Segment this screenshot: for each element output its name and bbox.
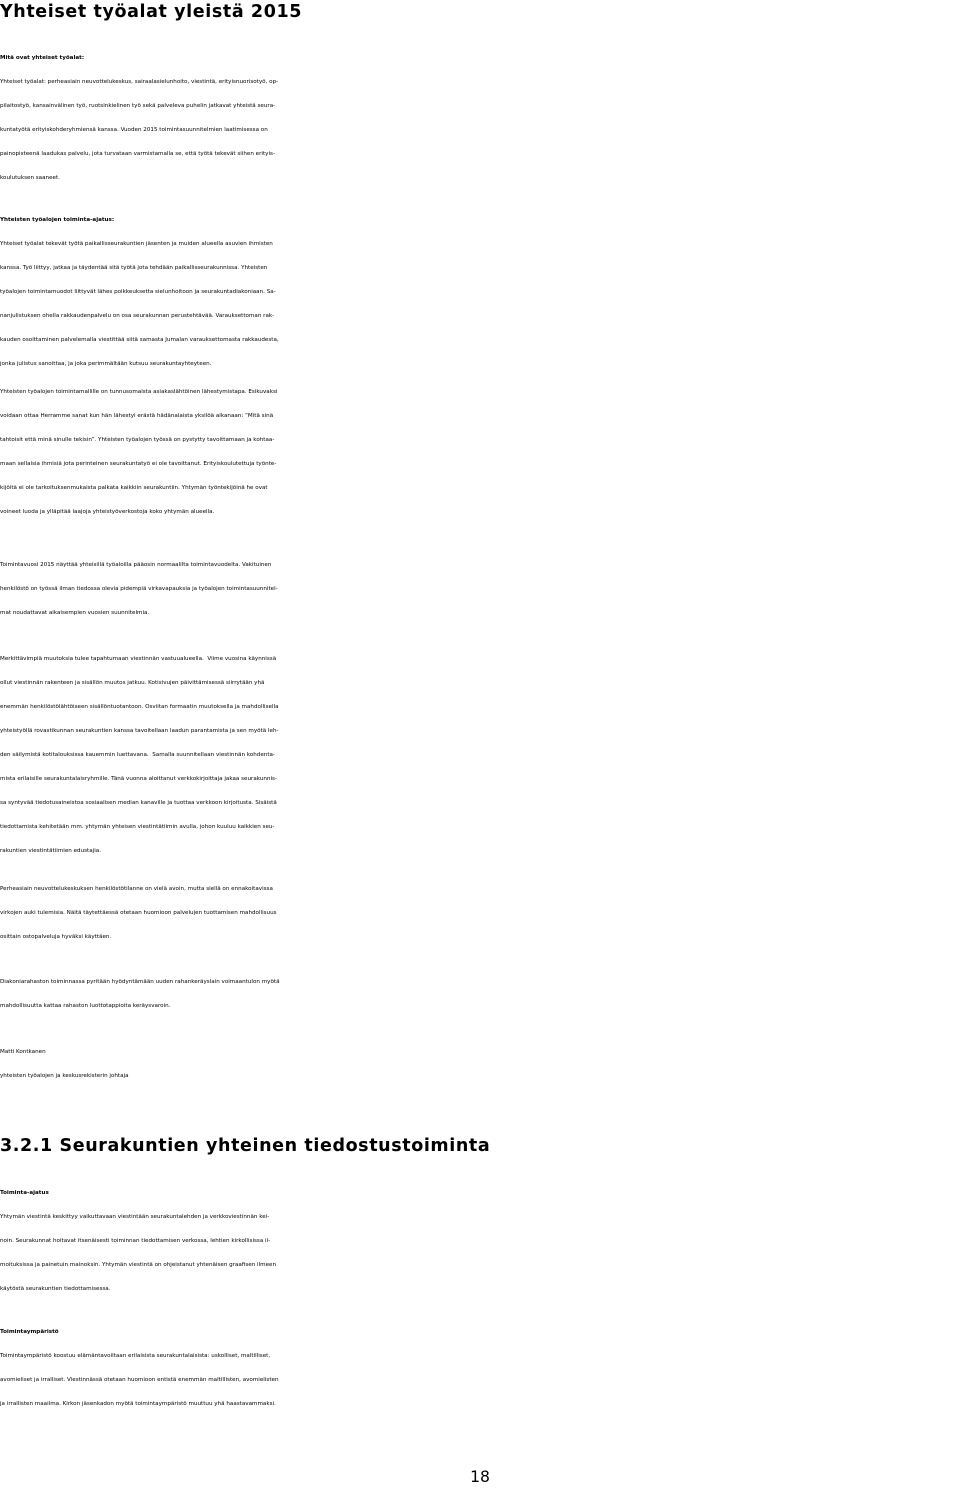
paragraph-line: tiedottamista kehitetään mm. yhtymän yhteisen viestintätiimin avulla, johon kuuluu kaikkien seu- <box>0 824 275 830</box>
paragraph-family-counseling <box>0 877 960 949</box>
paragraph-line: rakuntien viestintätiimien edustajia. <box>0 848 101 854</box>
section-heading: 3.2.1 Seurakuntien yhteinen tiedostustoiminta <box>0 1136 491 1156</box>
paragraph-line: kuntatyötä erityiskohderyhmiensä kanssa. Vuoden 2015 toimintasuunnitelmien laatimisessa on <box>0 127 268 133</box>
paragraph-line: Toimintavuosi 2015 näyttää yhteisillä työaloilla pääosin normaalilta toimintavuodelta. Vakituinen <box>0 562 272 568</box>
mission-section <box>0 208 960 376</box>
paragraph-line: noin. Seurakunnat hoitavat itsenäisesti toiminnan tiedottamisen verkossa, lehtien kirkollisissa il- <box>0 1238 271 1244</box>
paragraph-line: Yhteiset työalat tekevät työtä paikallisseurakuntien jäsenten ja muiden alueella asuvien ihmisten <box>0 241 273 247</box>
paragraph-line: Merkittävimpiä muutoksia tulee tapahtumaan viestinnän vastuualueella. Viime vuosina käynnissä <box>0 656 277 662</box>
intro-heading: Mitä ovat yhteiset työalat: <box>0 55 85 61</box>
paragraph-line: Diakoniarahaston toiminnassa pyritään hyödyntämään uuden rahankeräyslain voimaantulon myötä <box>0 979 280 985</box>
paragraph-line: koulutuksen saaneet. <box>0 175 60 181</box>
paragraph-line: henkilöstö on työssä ilman tiedossa olevia pidempiä virkavapauksia ja työalojen toimintasuunnitel- <box>0 586 278 592</box>
paragraph-line: enemmän henkilöstölähtöiseen sisällöntuotantoon. Osviitan formaatin muutoksella ja mahdollisella <box>0 704 279 710</box>
paragraph-line: käytöstä seurakuntien tiedottamisessa. <box>0 1286 111 1292</box>
paragraph-line: mahdollisuutta kattaa rahaston luottotappioita keräysvaroin. <box>0 1003 171 1009</box>
paragraph-line: virkojen auki tulemisia. Näitä täytettäessä otetaan huomioon palvelujen tuottamisen mahdollisuus <box>0 910 277 916</box>
subsection-heading: Toimintaympäristö <box>0 1329 59 1335</box>
paragraph-diaconia-fund <box>0 970 960 1018</box>
paragraph-line: voidaan ottaa Herramme sanat kun hän lähestyi erästä hädänalaista yksilöä aikanaan: ”Mitä sinä <box>0 413 274 419</box>
paragraph-line: kauden osoittaminen palvelemalla viestittää siitä samasta Jumalan varauksettomasta rakkaudesta, <box>0 337 279 343</box>
paragraph-line: maan sellaisia ihmisiä jota perinteinen seurakuntatyö ei ole tavoittanut. Erityiskoulutettuja työnte- <box>0 461 277 467</box>
signature-name: Matti Kontkanen <box>0 1049 46 1055</box>
subsection-heading: Toiminta-ajatus <box>0 1190 49 1196</box>
paragraph-line: painopisteenä laadukas palvelu, jota turvataan varmistamalla se, että työtä tekevät siihen erityis- <box>0 151 275 157</box>
mission-heading: Yhteisten työalojen toiminta-ajatus: <box>0 217 115 223</box>
paragraph-line: työalojen toimintamuodot liittyvät lähes poikkeuksetta sielunhoitoon ja seurakuntadiakoniaan. Sa- <box>0 289 276 295</box>
subsection-mission <box>0 1181 960 1301</box>
paragraph-line: voineet luoda ja ylläpitää laajoja yhteistyöverkostoja koko yhtymän alueella. <box>0 509 215 515</box>
paragraph-line: Yhtymän viestintä keskittyy vaikuttavaan viestintään seurakuntalehden ja verkkoviestinnän kei- <box>0 1214 270 1220</box>
paragraph-line: Yhteiset työalat: perheasiain neuvottelukeskus, sairaalasielunhoito, viestintä, erityisnuorisotyö, op- <box>0 79 279 85</box>
paragraph-line: nanjulistuksen ohella rakkaudenpalvelu on osa seurakunnan perustehtävää. Varauksettoman rak- <box>0 313 275 319</box>
page-number: 18 <box>470 1468 490 1486</box>
signature <box>0 1040 960 1088</box>
paragraph-line: ollut viestinnän rakenteen ja sisällön muutos jatkuu. Kotisivujen päivittämisessä siirrytään yhä <box>0 680 265 686</box>
paragraph-line: yhteistyöllä rovastikunnan seurakuntien kanssa tavoitellaan laadun parantamista ja sen myötä leh- <box>0 728 279 734</box>
paragraph-line: sa syntyvää tiedotusaineistoa sosiaalisen median kanaville ja tuottaa verkkoon kirjoitusta. Sisäistä <box>0 800 277 806</box>
paragraph-line: moituksissa ja painetuin mainoksin. Yhtymän viestintä on ohjeistanut yhtenäisen graafisen ilmeen <box>0 1262 277 1268</box>
paragraph-line: tahtoisit että minä sinulle tekisin”. Yhteisten työalojen työssä on pystytty tavoittamaan ja kohtaa- <box>0 437 275 443</box>
paragraph-line: den säilymistä kotitalouksissa kauemmin luettavana. Samalla suunnitellaan viestinnän kohdenta- <box>0 752 275 758</box>
paragraph-line: kanssa. Työ liittyy, jatkaa ja täydentää sitä työtä jota tehdään paikallisseurakunnissa. Yhteisten <box>0 265 268 271</box>
paragraph-line: Toimintaympäristö koostuu elämäntavoiltaan erilaisista seurakuntalaisista: uskolliset, maltilliset, <box>0 1353 271 1359</box>
paragraph-line: jonka julistus sanoittaa, ja joka perimmältään kutsuu seurakuntayhteyteen. <box>0 361 212 367</box>
signature-role: yhteisten työalojen ja keskusrekisterin johtaja <box>0 1073 129 1079</box>
intro-section <box>0 46 960 190</box>
subsection-environment <box>0 1320 960 1416</box>
page-title: Yhteiset työalat yleistä 2015 <box>0 2 303 22</box>
paragraph-line: mista erilaisille seurakuntalaisryhmille. Tänä vuonna aloittanut verkkokirjoittaja jakaa seurakunnis- <box>0 776 277 782</box>
paragraph-line: Yhteisten työalojen toimintamallille on tunnusomaista asiakaslähtöinen lähestymistapa. Esikuvaksi <box>0 389 278 395</box>
paragraph-line: kijöitä ei ole tarkoituksenmukaista palkata kaikkiin seurakuntiin. Yhtymän työntekijöinä he ovat <box>0 485 268 491</box>
paragraph-line: Perheasiain neuvottelukeskuksen henkilöstötilanne on vielä avoin, mutta siellä on ennakoitavissa <box>0 886 273 892</box>
paragraph-approach <box>0 380 960 524</box>
paragraph-line: avomieliset ja irralliset. Viestinnässä otetaan huomioon entistä enemmän maltillisten, avomielisten <box>0 1377 279 1383</box>
paragraph-line: pilaitostyö, kansainvälinen työ, ruotsinkielinen työ sekä palveleva puhelin jatkavat yhteistä seura- <box>0 103 276 109</box>
paragraph-communications <box>0 647 960 863</box>
paragraph-line: mat noudattavat aikaisempien vuosien suunnitelmia. <box>0 610 150 616</box>
paragraph-year <box>0 553 960 625</box>
paragraph-line: ja irrallisten maailma. Kirkon jäsenkadon myötä toimintaympäristö muuttuu yhä haastavammaksi. <box>0 1401 276 1407</box>
paragraph-line: osittain ostopalveluja hyväksi käyttäen. <box>0 934 112 940</box>
